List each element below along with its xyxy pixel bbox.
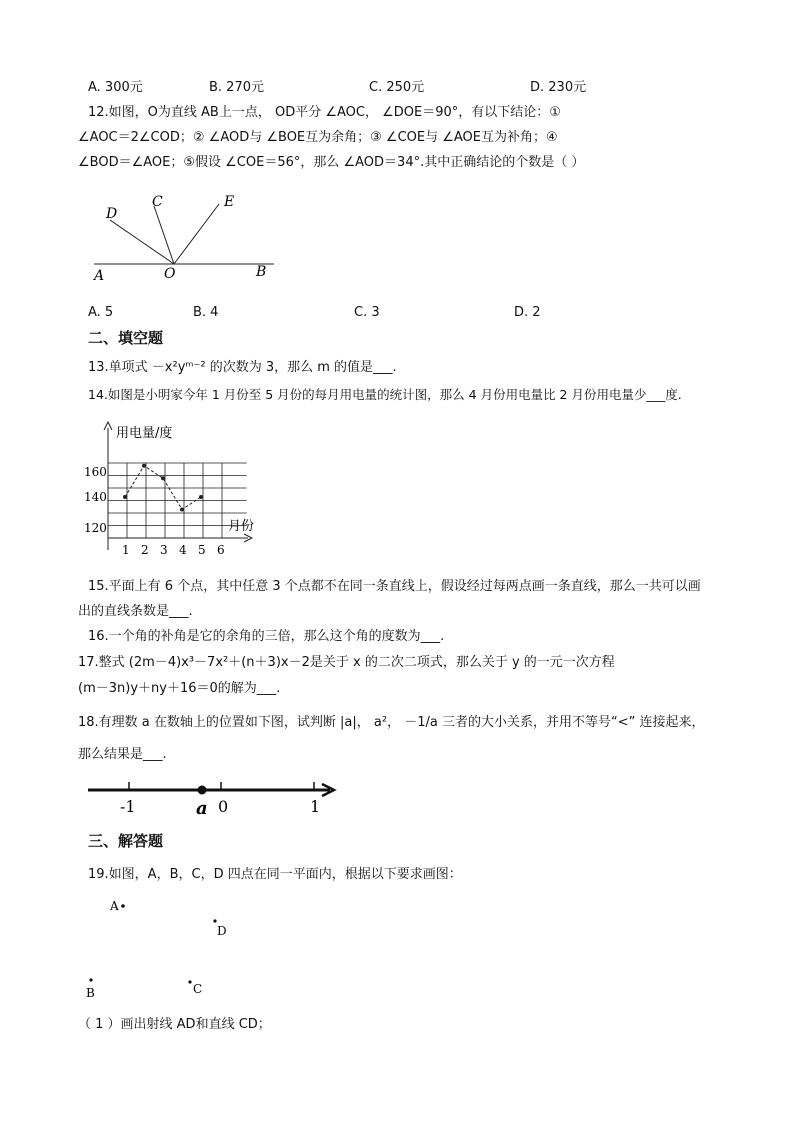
point-a	[198, 786, 207, 795]
q15-line-2: 出的直线条数是___.	[78, 604, 193, 619]
point-label-d: D	[217, 924, 227, 938]
point-c	[188, 980, 191, 983]
q11-option-b: B. 270元	[209, 80, 264, 95]
label-d: D	[106, 206, 118, 222]
x-tick-5: 5	[198, 543, 206, 557]
q17-line-1: 17.整式 (2m－4)x³－7x²＋(n＋3)x－2是关于 x 的二次二项式，那么关于 y 的一元一次方程	[78, 655, 615, 670]
q12-option-d: D. 2	[514, 305, 541, 320]
point-d	[213, 919, 216, 922]
label-c: C	[152, 194, 163, 210]
label-e: E	[224, 194, 235, 210]
q12-line-1: 12.如图，O为直线 AB上一点， OD平分 ∠AOC， ∠DOE＝90°，有以下结论：①	[88, 105, 561, 120]
point-label-a: A	[110, 899, 119, 913]
q12-line-2: ∠AOC＝2∠COD；② ∠AOD与 ∠BOE互为余角；③ ∠COE与 ∠AOE互为补角；④	[78, 130, 558, 145]
q11-option-c: C. 250元	[369, 80, 425, 95]
label-1: 1	[310, 797, 321, 816]
q12-option-a: A. 5	[88, 305, 114, 320]
q18-number-line	[84, 772, 344, 818]
y-tick-120: 120	[84, 521, 107, 535]
q18-line-1: 18.有理数 a 在数轴上的位置如下图，试判断 |a|， a²， －1/a 三者的大小关系，并用不等号“<” 连接起来，	[78, 715, 705, 730]
section-solve-heading: 三、解答题	[88, 832, 164, 850]
q12-option-b: B. 4	[193, 305, 219, 320]
q11-option-a: A. 300元	[88, 80, 143, 95]
x-axis-label: 月份	[228, 519, 255, 534]
q12-option-c: C. 3	[354, 305, 380, 320]
chart-grid	[108, 463, 247, 538]
x-tick-4: 4	[179, 543, 187, 557]
q19-points-figure	[80, 892, 240, 1004]
point-label-b: B	[86, 986, 95, 1000]
section-fill-in-heading: 二、填空题	[88, 329, 164, 347]
q12-line-3: ∠BOD＝∠AOE；⑤假设 ∠COE＝56°，那么 ∠AOD＝34°.其中正确结论的个数是（ ）	[78, 155, 585, 170]
data-point	[199, 495, 203, 499]
q13-text: 13.单项式 －x²yᵐ⁻² 的次数为 3，那么 m 的值是___.	[88, 360, 397, 375]
y-tick-160: 160	[84, 465, 107, 479]
q18-line-2: 那么结果是___.	[78, 747, 167, 762]
electricity-line-chart	[80, 418, 270, 560]
q16-text: 16.一个角的补角是它的余角的三倍，那么这个角的度数为___.	[88, 629, 445, 644]
q11-option-d: D. 230元	[530, 80, 587, 95]
point-label-c: C	[193, 982, 203, 996]
q12-angle-figure	[88, 188, 288, 288]
point-a	[121, 904, 125, 908]
data-point	[161, 476, 165, 480]
q19-sub-1: （ 1 ）画出射线 AD和直线 CD；	[78, 1017, 271, 1032]
label-o: O	[164, 266, 176, 282]
label-b: B	[256, 264, 267, 280]
x-tick-3: 3	[160, 543, 168, 557]
q15-line-1: 15.平面上有 6 个点，其中任意 3 个点都不在同一条直线上，假设经过每两点画一条直线，那么一共可以画	[88, 579, 701, 594]
data-point	[142, 464, 146, 468]
label-a: A	[94, 268, 105, 284]
ray-od	[110, 220, 174, 264]
ray-oc	[154, 206, 174, 264]
ray-oe	[174, 204, 219, 264]
label-0: 0	[218, 797, 229, 816]
y-tick-140: 140	[84, 490, 107, 504]
q14-text: 14.如图是小明家今年 1 月份至 5 月份的每月用电量的统计图，那么 4 月份用电量比 2 月份用电量少___度.	[88, 387, 682, 402]
label-minus-1: -1	[120, 797, 136, 816]
q19-text: 19.如图，A，B，C，D 四点在同一平面内，根据以下要求画图：	[88, 867, 462, 882]
y-axis-label: 用电量/度	[116, 426, 173, 441]
data-point	[123, 495, 127, 499]
data-point	[180, 508, 184, 512]
label-a: a	[196, 798, 208, 818]
point-b	[89, 978, 92, 981]
x-tick-6: 6	[217, 543, 225, 557]
q17-line-2: (m－3n)y＋ny＋16＝0的解为___.	[78, 681, 281, 696]
x-tick-2: 2	[141, 543, 149, 557]
x-tick-1: 1	[122, 543, 130, 557]
